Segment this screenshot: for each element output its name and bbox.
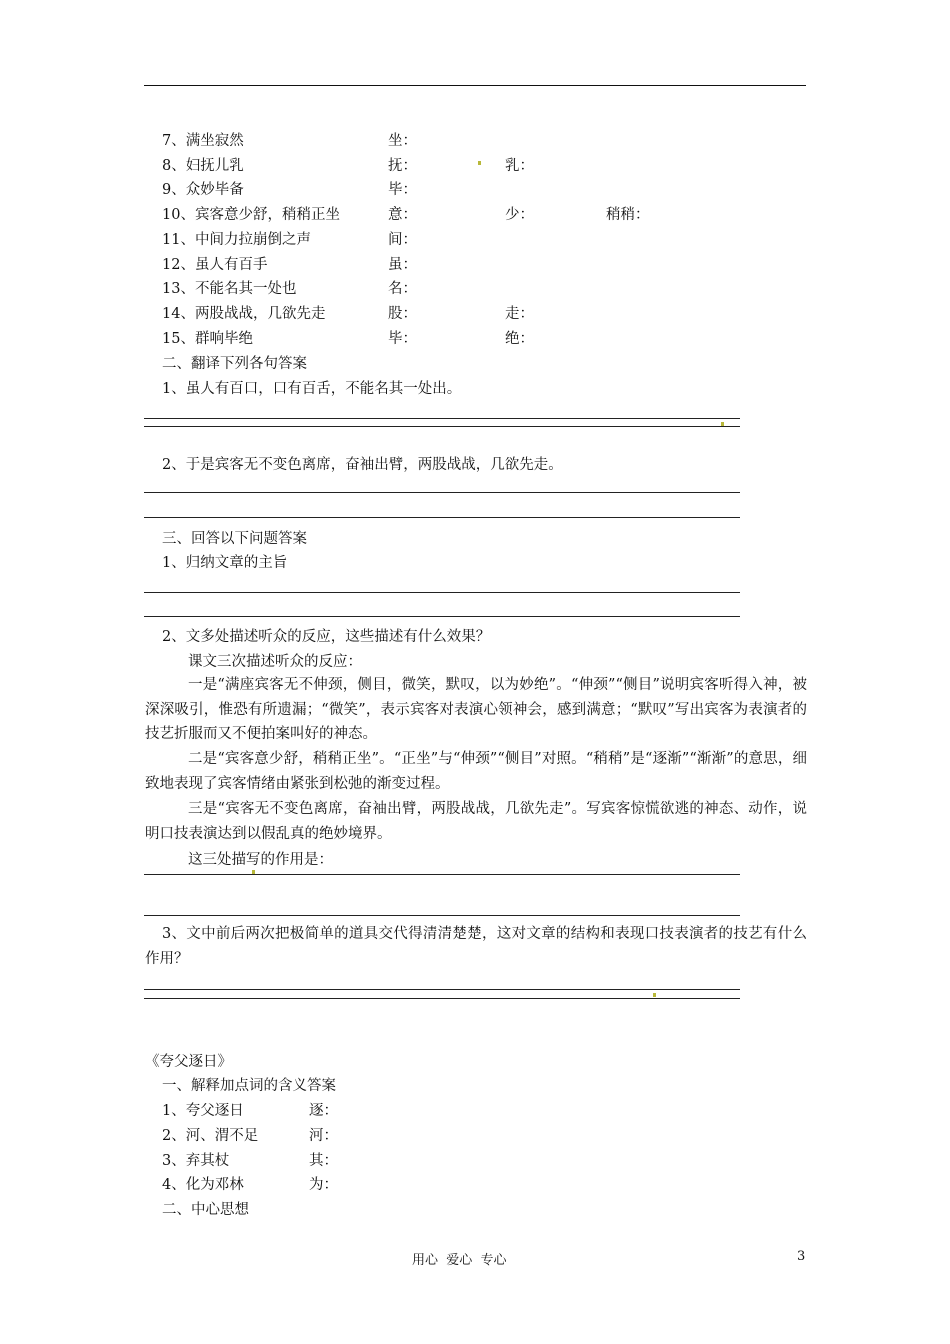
answer-line <box>144 426 740 427</box>
answer-prompt: 这三处描写的作用是： <box>188 852 333 868</box>
vocab-phrase: 15、群响毕绝 <box>162 331 253 347</box>
question: 1、虽人有百口，口有百舌，不能名其一处出。 <box>162 381 462 397</box>
answer-line <box>144 492 740 493</box>
vocab-term: 股： <box>388 306 417 322</box>
vocab-term: 少： <box>505 207 534 223</box>
vocab-phrase: 10、宾客意少舒，稍稍正坐 <box>162 207 340 223</box>
answer-line <box>144 517 740 518</box>
answer-intro: 课文三次描述听众的反应： <box>188 654 362 670</box>
answer-paragraph: 一是“满座宾客无不伸颈，侧目，微笑，默叹，以为妙绝”。“伸颈”“侧目”说明宾客听得入神，被深深吸引，惟恐有所遗漏；“微笑”，表示宾客对表演心领神会，感到满意；“默叹”写出宾客为表演者的技艺折服而又不便拍案叫好的神态。 <box>145 677 807 742</box>
footer-motto: 用心 爱心 专心 <box>412 1253 507 1268</box>
vocab-phrase: 13、不能名其一处也 <box>162 281 297 297</box>
vocab-phrase: 14、两股战战，几欲先走 <box>162 306 326 322</box>
vocab-phrase: 1、夸父逐日 <box>162 1103 244 1119</box>
page-number: 3 <box>797 1249 806 1264</box>
vocab-term: 为： <box>309 1177 338 1193</box>
vocab-phrase: 11、中间力拉崩倒之声 <box>162 232 311 248</box>
question: 3、文中前后两次把极简单的道具交代得清清楚楚，这对文章的结构和表现口技表演者的技艺有什么作用？ <box>145 926 807 967</box>
vocab-term: 意： <box>388 207 417 223</box>
answer-line <box>144 418 740 419</box>
vocab-term: 稍稍： <box>606 207 650 223</box>
vocab-term: 毕： <box>388 182 417 198</box>
header-rule <box>144 85 806 86</box>
vocab-phrase: 4、化为邓林 <box>162 1177 244 1193</box>
answer-paragraph: 三是“宾客无不变色离席，奋袖出臂，两股战战，几欲先走”。写宾客惊慌欲逃的神态、动作，说明口技表演达到以假乱真的绝妙境界。 <box>145 801 807 842</box>
question: 2、于是宾客无不变色离席，奋袖出臂，两股战战，几欲先走。 <box>162 457 563 473</box>
vocab-term: 名： <box>388 281 417 297</box>
question: 2、文多处描述听众的反应，这些描述有什么效果？ <box>162 629 491 645</box>
question: 1、归纳文章的主旨 <box>162 555 288 571</box>
answer-paragraph: 二是“宾客意少舒，稍稍正坐”。“正坐”与“伸颈”“侧目”对照。“稍稍”是“逐渐”“渐渐”的意思，细致地表现了宾客情绪由紧张到松弛的渐变过程。 <box>145 751 807 792</box>
vocab-phrase: 2、河、渭不足 <box>162 1128 259 1144</box>
section-heading: 一、解释加点词的含义答案 <box>162 1078 336 1094</box>
answer-line <box>144 998 740 999</box>
answer-line <box>144 616 740 617</box>
vocab-phrase: 9、众妙毕备 <box>162 182 244 198</box>
section-heading: 二、中心思想 <box>162 1202 249 1218</box>
vocab-phrase: 7、满坐寂然 <box>162 133 244 149</box>
vocab-term: 逐： <box>309 1103 338 1119</box>
vocab-term: 走： <box>505 306 534 322</box>
answer-line <box>144 989 740 990</box>
vocab-term: 间： <box>388 232 417 248</box>
vocab-phrase: 3、弃其杖 <box>162 1153 230 1169</box>
vocab-term: 虽： <box>388 257 417 273</box>
scan-speck <box>478 161 481 165</box>
vocab-phrase: 8、妇抚儿乳 <box>162 158 244 174</box>
section-heading: 三、回答以下问题答案 <box>162 531 307 547</box>
scan-speck <box>252 870 255 874</box>
section-heading: 二、翻译下列各句答案 <box>162 356 307 372</box>
answer-line <box>144 592 740 593</box>
answer-line <box>144 915 740 916</box>
vocab-term: 其： <box>309 1153 338 1169</box>
vocab-term: 乳： <box>505 158 534 174</box>
answer-line <box>144 874 740 875</box>
vocab-term: 绝： <box>505 331 534 347</box>
scan-speck <box>721 422 724 426</box>
vocab-term: 抚： <box>388 158 417 174</box>
vocab-term: 毕： <box>388 331 417 347</box>
scan-speck <box>653 993 656 997</box>
vocab-term: 坐： <box>388 133 417 149</box>
vocab-phrase: 12、虽人有百手 <box>162 257 268 273</box>
vocab-term: 河： <box>309 1128 338 1144</box>
lesson-title: 《夸父逐日》 <box>145 1054 232 1070</box>
